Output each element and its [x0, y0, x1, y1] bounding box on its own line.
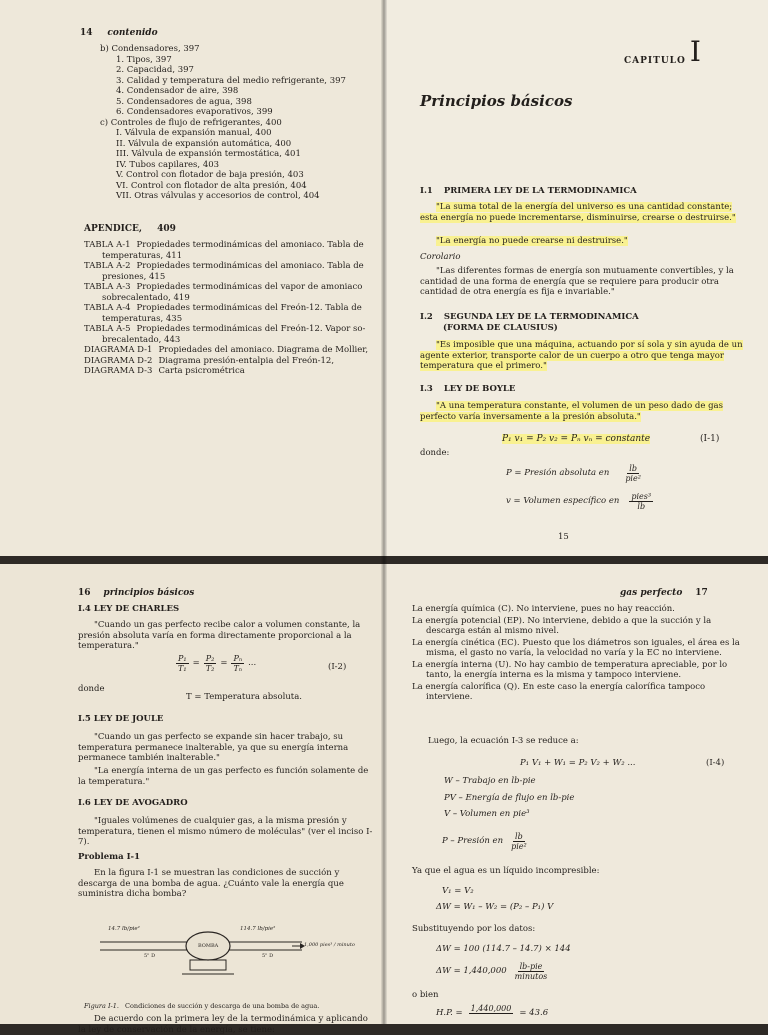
energy-item: La energía cinética (EC). Puesto que los diámetros son iguales, el área es la misma, el gasto no varía, la velocidad no varía y la EC no interviene. — [412, 637, 740, 658]
unit-numerator: pies³ — [631, 492, 652, 501]
toc-item: VI. Control con flotador de alta presión, 404 — [116, 180, 307, 191]
appendix-item — [84, 261, 368, 272]
energy-item: La energía calorífica (Q). En este caso la energía calorífica tampoco interviene. — [412, 681, 706, 702]
suction-pressure-label: 14.7 lb/pie² — [108, 926, 140, 932]
pressure-definition — [442, 832, 529, 851]
appendix-item-page: sobrecalentado, 419 — [102, 292, 190, 303]
denominator: Tₙ — [233, 664, 243, 673]
quote-avogadro: "Iguales volúmenes de cualquier gas, a la misma presión y temperatura, tienen el mismo número de moléculas" (ver el inciso I-7). — [78, 816, 373, 847]
quote-second-law — [420, 340, 746, 372]
page-number: 15 — [558, 532, 569, 542]
equation-6: ΔW = 100 (114.7 – 14.7) × 144 — [436, 944, 571, 954]
fraction — [469, 1004, 514, 1023]
appendix-item-desc: Propiedades termodinámicas del Freón-12. Tabla de — [136, 303, 362, 313]
appendix-item-page: temperaturas, 411 — [102, 250, 183, 261]
denominator: T₂ — [205, 664, 215, 673]
quote-joule-1: "Cuando un gas perfecto se expande sin hacer trabajo, su temperatura permanece inalterable, ya que su energía interna permanece también inalterable." — [78, 732, 349, 763]
section-title: LEY DE BOYLE — [443, 384, 516, 394]
unit-denominator: lb — [637, 502, 646, 511]
energy-item: La energía potencial (EP). No interviene, debido a que la succión y la descarga están al mismo nivel. — [412, 615, 712, 636]
appendix-item-label: TABLA A-5 — [84, 324, 131, 334]
page-16 — [0, 564, 384, 1035]
quote-first-law — [420, 202, 746, 223]
numerator: P₂ — [205, 654, 215, 663]
toc-item: VII. Otras válvulas y accesorios de control, 404 — [116, 191, 320, 201]
unit-denominator: pie² — [511, 842, 527, 851]
energy-item: La energía interna (U). No hay cambio de temperatura apreciable, por lo tanto, la energía interna es la misma y tampoco interviene. — [412, 659, 728, 680]
appendix-title: APENDICE, — [84, 224, 143, 234]
fraction — [176, 654, 189, 673]
section-subtitle: (FORMA DE CLAUSIUS) — [443, 323, 558, 333]
equation-5a: V₁ = V₂ — [442, 886, 474, 896]
section-heading-3 — [420, 384, 515, 395]
appendix-item-desc: Propiedades termodinámicas del vapor de amoniaco — [136, 282, 363, 292]
equation-number: (I-2) — [328, 662, 347, 672]
equation-lhs: H.P. = — [436, 1008, 463, 1019]
denominator: T₁ — [178, 664, 187, 673]
variable-definition: V – Volumen en pie³ — [444, 809, 530, 819]
pump-figure — [92, 916, 374, 996]
chapter-label: CAPITULO — [624, 56, 686, 66]
section-title: SEGUNDA LEY DE LA TERMODINAMICA — [443, 312, 639, 322]
energy-item: La energía química (C). No interviene, pues no hay reacción. — [412, 604, 675, 614]
page-header — [80, 28, 158, 39]
book-gutter — [381, 0, 387, 1024]
page-header — [78, 588, 194, 599]
chapter-number: I — [689, 35, 701, 68]
toc-item: 2. Capacidad, 397 — [116, 65, 194, 75]
appendix-item-desc: Carta psicrométrica — [158, 366, 245, 376]
definition-text: P = Presión absoluta en — [506, 468, 610, 479]
equation-7 — [436, 962, 549, 981]
appendix-item-label: DIAGRAMA D-3 — [84, 366, 153, 376]
appendix-item-desc: Propiedades termodinámicas del Freón-12. Vapor so- — [136, 324, 366, 334]
numerator: P₁ — [178, 654, 187, 663]
fraction — [231, 654, 244, 673]
temperature-definition: T = Temperatura absoluta. — [186, 692, 302, 702]
numerator: Pₙ — [233, 654, 243, 663]
appendix-item-desc: Propiedades del amoniaco. Diagrama de Mollier, — [158, 345, 369, 355]
appendix-item-label: TABLA A-1 — [84, 240, 131, 250]
toc-item: II. Válvula de expansión automática, 400 — [116, 138, 292, 149]
toc-item: b) Condensadores, 397 — [100, 44, 200, 54]
equation-number: (I-4) — [706, 758, 725, 768]
highlighted-text: "Es imposible que una máquina, actuando por sí sola y sin ayuda de un agente exterior, transporte calor de un cuerpo a otro que tenga mayor temperatura que el primero." — [420, 340, 743, 371]
unit-fraction — [509, 832, 529, 851]
appendix-item-label: TABLA A-3 — [84, 282, 131, 292]
pump-base — [190, 960, 226, 970]
section-number: I.1 — [420, 186, 433, 196]
page-number: 16 — [78, 588, 91, 598]
quote-joule-2: "La energía interna de un gas perfecto es función solamente de la temperatura." — [78, 766, 369, 787]
toc-item: c) Controles de flujo de refrigerantes, 400 — [100, 117, 282, 128]
numerator: 1,440,000 — [470, 1004, 512, 1013]
toc-item: III. Válvula de expansión termostática, 401 — [116, 149, 301, 159]
section-number: I.3 — [420, 384, 433, 394]
appendix-item-label: DIAGRAMA D-1 — [84, 345, 153, 355]
definition-text: v = Volumen específico en — [506, 496, 620, 507]
toc-item: 3. Calidad y temperatura del medio refrigerante, 397 — [116, 75, 346, 86]
unit-fraction — [623, 464, 643, 483]
corollary-label: Corolario — [420, 252, 461, 262]
highlighted-text: "La suma total de la energía del universo es una cantidad constante; esta energía no puede incrementarse, disminuirse, crearse o destruirse." — [420, 202, 736, 223]
unit-fraction — [629, 492, 653, 511]
highlighted-text: "La energía no puede crearse ni destruirse." — [436, 236, 628, 246]
definition-text: P – Presión en — [442, 836, 504, 847]
appendix-item — [84, 282, 368, 293]
toc-item: 5. Condensadores de agua, 398 — [116, 96, 252, 107]
figure-number: Figura I-1. — [84, 1002, 119, 1010]
header-title: contenido — [107, 28, 158, 38]
where-label: donde — [78, 684, 105, 694]
unit-denominator: pie² — [625, 474, 641, 483]
variable-definition: PV – Energía de flujo en lb-pie — [444, 792, 575, 803]
unit-fraction — [513, 962, 550, 981]
appendix-item-label: DIAGRAMA D-2 — [84, 355, 153, 366]
toc-item: 1. Tipos, 397 — [116, 54, 172, 65]
appendix-item — [84, 324, 368, 335]
or-label: o bien — [412, 990, 439, 1000]
incompressible-text: Ya que el agua es un líquido incompresible: — [412, 866, 600, 876]
equals-sign: = — [192, 658, 200, 669]
appendix-item-desc: Diagrama presión-entalpia del Freón-12, — [158, 355, 335, 366]
page-15 — [384, 0, 768, 556]
section-number: I.2 — [420, 312, 433, 322]
appendix-heading — [84, 224, 176, 235]
equation-4: P₁ V₁ + W₁ = P₂ V₂ + W₂ ... — [520, 758, 636, 768]
page-17 — [384, 564, 768, 1024]
section-heading-1 — [420, 186, 637, 197]
toc-list — [100, 44, 346, 202]
page-header — [620, 588, 708, 599]
reduction-text: Luego, la ecuación I-3 se reduce a: — [428, 736, 579, 746]
section-heading-5: I.5 LEY DE JOULE — [78, 714, 164, 724]
quote-boyle — [420, 401, 746, 422]
page-number: 14 — [80, 28, 93, 38]
section-heading-4: I.4 LEY DE CHARLES — [78, 604, 180, 614]
highlighted-text: "A una temperatura constante, el volumen de un peso dado de gas perfecto varía inversamente a la presión absoluta." — [420, 401, 723, 422]
unit-denominator: minutos — [514, 972, 548, 981]
appendix-list — [84, 240, 368, 377]
appendix-item — [84, 303, 368, 314]
closing-text: De acuerdo con la primera ley de la termodinámica y aplicando la ley de conservación de la energía, se tiene: — [78, 1014, 368, 1035]
appendix-item — [84, 356, 368, 367]
appendix-page: 409 — [157, 224, 176, 234]
appendix-item-label: TABLA A-4 — [84, 303, 131, 313]
section-heading-2 — [420, 312, 639, 323]
equation-text: ΔW = 1,440,000 — [436, 966, 507, 977]
appendix-item — [84, 366, 368, 377]
unit-numerator: lb — [515, 832, 523, 841]
unit-numerator: lb — [629, 464, 637, 473]
discharge-diameter-label: 5" D — [262, 953, 274, 959]
toc-item: V. Control con flotador de baja presión, 403 — [116, 170, 304, 180]
problem-text: En la figura I-1 se muestran las condiciones de succión y descarga de una bomba de agua. ¿Cuánto vale la energía que suministra dicha bomba? — [78, 868, 344, 899]
toc-item: I. Válvula de expansión manual, 400 — [116, 128, 272, 138]
problem-title: Problema I-1 — [78, 852, 140, 862]
where-label: donde: — [420, 448, 450, 458]
ellipsis: ... — [248, 658, 257, 669]
quote-first-law-2 — [436, 236, 628, 247]
toc-item: 4. Condensador de aire, 398 — [116, 86, 239, 96]
energy-list — [412, 604, 742, 704]
denominator — [488, 1014, 495, 1023]
appendix-item-page: presiones, 415 — [102, 271, 166, 282]
appendix-item-page: temperaturas, 435 — [102, 313, 183, 324]
page-14 — [0, 0, 384, 556]
equals-sign: = — [220, 658, 228, 669]
appendix-item-page: brecalentado, 443 — [102, 334, 181, 345]
appendix-item — [84, 345, 368, 356]
quote-charles: "Cuando un gas perfecto recibe calor a volumen constante, la presión absoluta varía en forma directamente proporcional a la temperatura." — [78, 620, 361, 651]
caption-text: Condiciones de succión y descarga de una bomba de agua. — [125, 1002, 320, 1010]
pump-label: BOMBA — [198, 943, 219, 949]
figure-caption — [84, 1002, 319, 1010]
header-title: principios básicos — [103, 588, 195, 598]
appendix-item-desc: Propiedades termodinámicas del amoniaco. Tabla de — [136, 240, 364, 250]
equation-charles — [176, 654, 256, 673]
suction-diameter-label: 5" D — [144, 953, 156, 959]
fraction — [204, 654, 217, 673]
toc-item: 6. Condensadores evaporativos, 399 — [116, 107, 273, 117]
corollary-text: "Las diferentes formas de energía son mutuamente convertibles, y la cantidad de una forma de energía que se requiere para producir otra cantidad de otra energía es fija e invariable." — [420, 266, 734, 297]
toc-item: IV. Tubos capilares, 403 — [116, 159, 220, 170]
discharge-pressure-label: 114.7 lb/pie² — [240, 926, 276, 932]
equation-5b: ΔW = W₁ – W₂ = (P₂ – P₁) V — [436, 902, 554, 912]
chapter-heading — [624, 35, 701, 68]
definition-pressure — [506, 464, 643, 483]
unit-numerator: lb-pie — [519, 962, 543, 971]
equation-result: = 43.6 — [519, 1008, 549, 1019]
equation-boyle — [502, 434, 650, 445]
equation-number: (I-1) — [700, 434, 720, 444]
variable-definitions — [444, 776, 574, 826]
substitution-text: Substituyendo por los datos: — [412, 924, 536, 934]
appendix-item-label: TABLA A-2 — [84, 261, 131, 271]
equation-8 — [436, 1004, 548, 1023]
page-number: 17 — [695, 588, 708, 598]
appendix-item — [84, 240, 368, 251]
appendix-item-desc: Propiedades termodinámicas del amoniaco. Tabla de — [136, 261, 364, 271]
section-title: PRIMERA LEY DE LA TERMODINAMICA — [443, 186, 637, 196]
section-heading-6: I.6 LEY DE AVOGADRO — [78, 798, 188, 808]
variable-definition: W – Trabajo en lb-pie — [444, 776, 536, 786]
header-title: gas perfecto — [620, 588, 683, 598]
flow-rate-label: 1,000 pies³ / minuto — [304, 942, 355, 948]
equation-text: P₁ v₁ = P₂ v₂ = Pₙ vₙ = constante — [502, 434, 651, 444]
definition-volume — [506, 492, 653, 511]
chapter-title: Principios básicos — [420, 92, 573, 110]
